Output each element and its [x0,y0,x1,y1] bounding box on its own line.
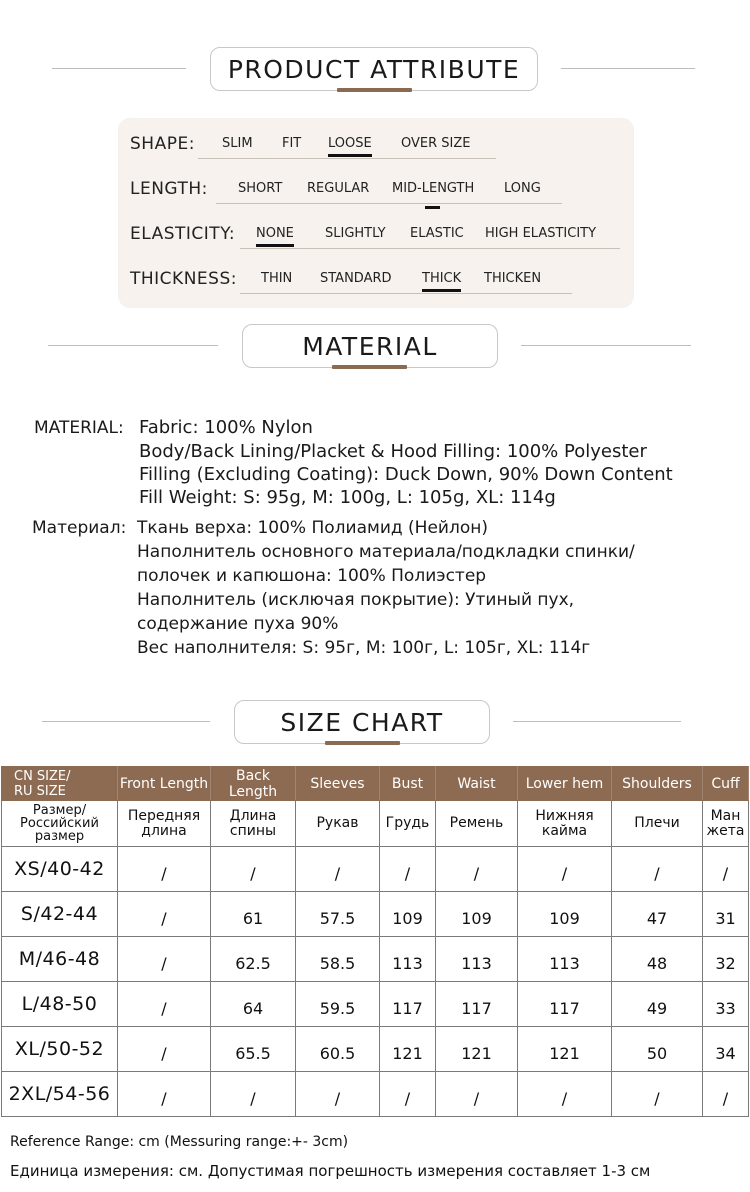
table-cell: / [436,1072,518,1117]
table-cell: 32 [703,937,749,982]
material-label-en: MATERIAL: [34,418,124,438]
table-header-row-en [2,767,749,801]
table-cell: / [118,1027,211,1072]
attribute-underline [240,293,572,294]
table-cell: / [703,1072,749,1117]
table-header-cell: CN SIZE/ RU SIZE [2,767,118,801]
table-header-cell: Ман жета [703,801,749,847]
header-accent-bar [325,741,400,745]
material-line-ru: Наполнитель (исключая покрытие): Утиный пух, [137,590,575,610]
header-divider-right [513,721,681,722]
table-cell: 121 [436,1027,518,1072]
table-cell: 60.5 [296,1027,380,1072]
table-cell: 113 [436,937,518,982]
table-cell: 113 [518,937,612,982]
table-cell: 34 [703,1027,749,1072]
attribute-row-thickness [118,269,634,299]
attribute-option-selected: LOOSE [328,136,372,151]
table-cell: / [380,1072,436,1117]
table-header-cell: Bust [380,767,436,801]
table-cell: 121 [518,1027,612,1072]
attribute-row-elasticity [118,224,634,254]
table-cell: 47 [612,892,703,937]
attribute-option: STANDARD [320,271,392,286]
header-accent-bar [337,88,412,92]
table-header-cell: Cuff [703,767,749,801]
table-cell: 117 [436,982,518,1027]
size-label-cell: S/42-44 [2,892,118,937]
table-cell: 113 [380,937,436,982]
table-cell: / [118,982,211,1027]
material-line-ru: Наполнитель основного материала/подкладки спинки/ [137,542,635,562]
table-cell: 57.5 [296,892,380,937]
table-cell: 117 [380,982,436,1027]
material-line-en: Body/Back Lining/Placket & Hood Filling: 100% Polyester [139,441,647,462]
table-header-cell: Ремень [436,801,518,847]
material-line-en: Filling (Excluding Coating): Duck Down, 90% Down Content [139,464,673,485]
header-divider-left [52,68,186,69]
attribute-label: LENGTH: [130,179,208,199]
table-cell: / [518,1072,612,1117]
table-cell: / [703,847,749,892]
header-divider-left [48,345,218,346]
attribute-option: ELASTIC [410,226,464,241]
table-cell: 61 [211,892,296,937]
reference-range-note-en: Reference Range: cm (Messuring range:+- 3cm) [10,1134,349,1150]
table-row [2,982,749,1027]
table-cell: 109 [436,892,518,937]
material-line-ru: содержание пуха 90% [137,614,339,634]
table-cell: 65.5 [211,1027,296,1072]
table-row [2,847,749,892]
table-header-cell: Нижняя кайма [518,801,612,847]
table-header-cell: Front Length [118,767,211,801]
attribute-label: ELASTICITY: [130,224,236,244]
table-cell: / [612,1072,703,1117]
attribute-underline [198,158,496,159]
table-header-row-ru [2,801,749,847]
table-cell: / [211,847,296,892]
attribute-option: FIT [282,136,302,151]
size-chart-title: SIZE CHART [234,700,490,744]
table-cell: 33 [703,982,749,1027]
table-row [2,892,749,937]
size-label-cell: L/48-50 [2,982,118,1027]
material-header [0,324,750,374]
table-cell: 109 [518,892,612,937]
size-label-cell: XS/40-42 [2,847,118,892]
table-cell: / [612,847,703,892]
attribute-option: MID-LENGTH [392,181,475,196]
table-header-cell: Длина спины [211,801,296,847]
table-cell: / [296,847,380,892]
table-cell: / [436,847,518,892]
reference-range-note-ru: Единица измерения: см. Допустимая погрешность измерения составляет 1-3 см [10,1162,651,1180]
table-header-cell: Waist [436,767,518,801]
material-line-en: Fill Weight: S: 95g, M: 100g, L: 105g, XL: 114g [139,487,556,508]
table-cell: / [518,847,612,892]
header-divider-right [561,68,695,69]
table-cell: 49 [612,982,703,1027]
size-label-cell: XL/50-52 [2,1027,118,1072]
attribute-option: HIGH ELASTICITY [485,226,597,241]
attribute-label: THICKNESS: [130,269,237,289]
attribute-option: SLIGHTLY [325,226,386,241]
attribute-option: REGULAR [307,181,370,196]
attribute-option: THICKEN [484,271,542,286]
table-cell: / [118,892,211,937]
table-cell: 117 [518,982,612,1027]
table-row [2,937,749,982]
table-cell: 31 [703,892,749,937]
table-header-cell: Грудь [380,801,436,847]
attribute-option-selected: NONE [256,226,294,241]
table-cell: / [380,847,436,892]
table-header-cell: Рукав [296,801,380,847]
attribute-option: THIN [261,271,293,286]
table-cell: / [211,1072,296,1117]
header-divider-right [521,345,691,346]
material-line-ru: Ткань верха: 100% Полиамид (Нейлон) [137,518,488,538]
attribute-option: SHORT [238,181,283,196]
table-row [2,1027,749,1072]
size-chart-table [1,766,749,1117]
material-line-ru: Вес наполнителя: S: 95г, M: 100г, L: 105г, XL: 114г [137,638,591,658]
table-cell: / [118,1072,211,1117]
header-accent-bar [332,365,407,369]
table-cell: 64 [211,982,296,1027]
table-header-cell: Передняя длина [118,801,211,847]
attribute-option: SLIM [222,136,253,151]
table-cell: / [296,1072,380,1117]
material-line-en: Fabric: 100% Nylon [139,417,313,438]
header-divider-left [42,721,210,722]
table-row [2,1072,749,1117]
table-cell: 121 [380,1027,436,1072]
table-cell: 58.5 [296,937,380,982]
table-cell: / [118,937,211,982]
size-label-cell: 2XL/54-56 [2,1072,118,1117]
size-chart-header [0,700,750,750]
product-attribute-title: PRODUCT ATTRIBUTE [210,47,538,91]
table-cell: 48 [612,937,703,982]
selected-marker [425,206,440,209]
attribute-panel [118,118,634,308]
material-line-ru: полочек и капюшона: 100% Полиэстер [137,566,487,586]
table-header-cell: Размер/ Российский размер [2,801,118,847]
table-header-cell: Плечи [612,801,703,847]
size-label-cell: M/46-48 [2,937,118,982]
attribute-underline [216,203,562,204]
product-attribute-header [0,47,750,97]
attribute-option-selected: THICK [422,271,462,286]
table-header-cell: Sleeves [296,767,380,801]
attribute-option: OVER SIZE [401,136,471,151]
table-header-cell: Back Length [211,767,296,801]
table-cell: / [118,847,211,892]
attribute-option: LONG [504,181,541,196]
table-cell: 59.5 [296,982,380,1027]
attribute-row-length [118,179,634,209]
material-title: MATERIAL [242,324,498,368]
table-header-cell: Lower hem [518,767,612,801]
material-label-ru: Материал: [32,518,127,538]
table-cell: 62.5 [211,937,296,982]
table-cell: 50 [612,1027,703,1072]
attribute-underline [240,248,620,249]
table-header-cell: Shoulders [612,767,703,801]
attribute-label: SHAPE: [130,134,195,154]
table-cell: 109 [380,892,436,937]
attribute-row-shape [118,134,634,164]
